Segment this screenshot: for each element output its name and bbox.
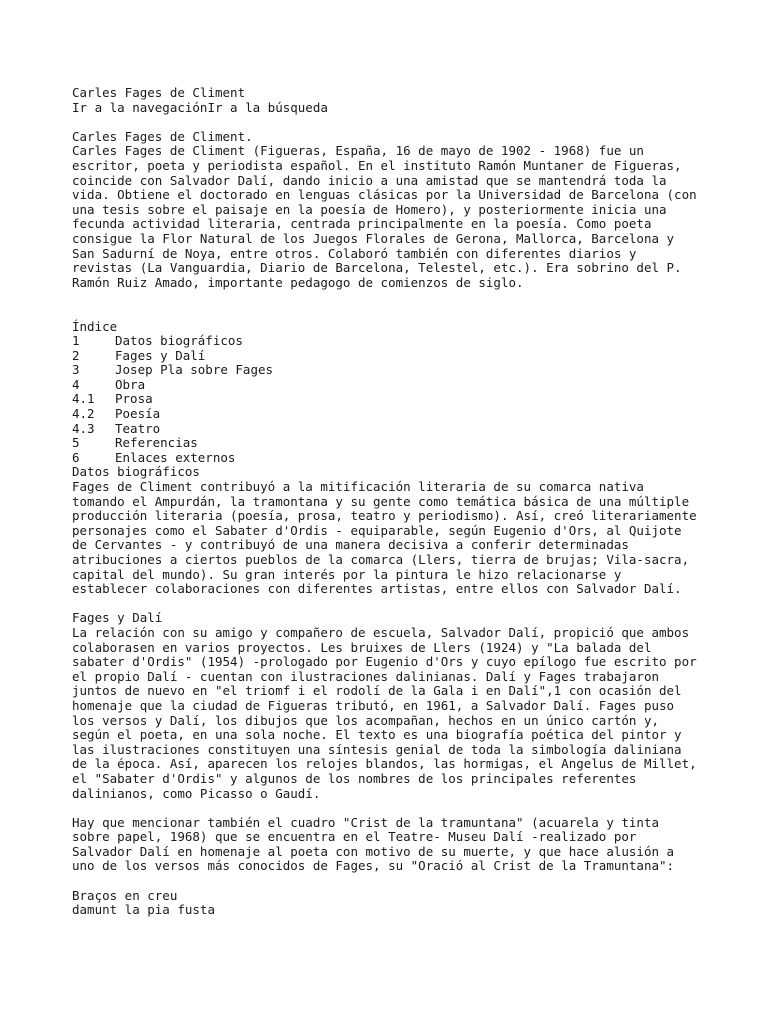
section-heading-datos: Datos biográficos [72, 464, 200, 480]
text-line: coincide con Salvador Dalí, dando inicio a una amistad que se mantendrá toda la [72, 172, 667, 188]
toc-item[interactable] [72, 378, 712, 393]
text-line: Salvador Dalí en homenaje al poeta con motivo de su muerte, y que hace alusión a [72, 843, 675, 859]
toc-number: 4.2 [72, 406, 95, 422]
verse-line: Braços en creu [72, 887, 178, 903]
spacer [72, 597, 712, 612]
intro-paragraph [72, 144, 712, 290]
text-line: de Cervantes - y contribuyó de una manera decisiva a conferir determinadas [72, 537, 629, 553]
toc-label: Fages y Dalí [115, 347, 206, 363]
toc-item[interactable] [72, 451, 712, 466]
text-line: Hay que mencionar también el cuadro "Crist de la tramuntana" (acuarela y tinta [72, 814, 659, 830]
text-line: fecunda actividad literaria, centrada principalmente en la poesía. Como poeta [72, 216, 652, 232]
text-line: producción literaria (poesía, prosa, teatro y periodismo). Así, creó literariamente [72, 508, 697, 524]
toc-number: 4 [72, 376, 80, 392]
text-line: vida. Obtiene el doctorado en lenguas clásicas por la Universidad de Barcelona (con [72, 187, 697, 203]
toc-label: Poesía [115, 406, 161, 422]
text-line: Ramón Ruiz Amado, importante pedagogo de comienzos de siglo. [72, 274, 524, 290]
text-line: revistas (La Vanguardia, Diario de Barcelona, Telestel, etc.). Era sobrino del P. [72, 260, 682, 276]
spacer [72, 874, 712, 889]
toc-number: 1 [72, 333, 80, 349]
text-line: uno de los versos más conocidos de Fages, su "Oració al Crist de la Tramuntana": [72, 858, 675, 874]
text-line: de la época. Así, aparecen los relojes blandos, las hormigas, el Angelus de Millet, [72, 756, 697, 772]
spacer [72, 305, 712, 320]
toc-label: Datos biográficos [115, 333, 243, 349]
spacer [72, 290, 712, 305]
text-line: homenaje que la ciudad de Figueras tributó, en 1961, a Salvador Dalí. Fages puso [72, 697, 675, 713]
text-line: personajes como el Sabater d'Ordis - equiparable, según Eugenio d'Ors, al Quijote [72, 522, 682, 538]
text-line: La relación con su amigo y compañero de escuela, Salvador Dalí, propició que ambos [72, 624, 690, 640]
toc-number: 2 [72, 347, 80, 363]
text-line: sabater d'Ordis" (1954) -prologado por Eugenio d'Ors y cuyo epílogo fue escrito por [72, 654, 697, 670]
toc-number: 6 [72, 449, 80, 465]
text-line: atribuciones a ciertos pueblos de la comarca (Llers, tierra de brujas; Vila-sacra, [72, 552, 690, 567]
crist-paragraph [72, 816, 712, 874]
toc-label: Teatro [115, 420, 161, 436]
text-line: el "Sabater d'Ordis" y algunos de los nombres de los principales referentes [72, 770, 637, 786]
toc-item[interactable] [72, 407, 712, 422]
datos-paragraph [72, 480, 712, 597]
document-title: Carles Fages de Climent [72, 85, 246, 100]
toc-number: 4.1 [72, 391, 95, 407]
toc-number: 3 [72, 362, 80, 378]
table-of-contents [72, 334, 712, 465]
text-line: San Sadurní de Noya, entre otros. Colaboró también con diferentes diarios y [72, 245, 637, 261]
text-line: colaborasen en varios proyectos. Les bruixes de Llers (1924) y "La balada del [72, 639, 652, 655]
text-line: sobre papel, 1968) que se encuentra en el Teatre- Museu Dalí -realizado por [72, 829, 637, 845]
text-line: Carles Fages de Climent (Figueras, España, 16 de mayo de 1902 - 1968) fue un [72, 143, 644, 159]
text-line: consigue la Flor Natural de los Juegos Florales de Gerona, Mallorca, Barcelona y [72, 230, 675, 246]
toc-item[interactable] [72, 363, 712, 378]
verse-block [72, 889, 712, 918]
text-line: según el poeta, en una sola noche. El texto es una biografía poética del pintor y [72, 727, 682, 743]
text-line: establecer colaboraciones con diferentes artistas, entre ellos con Salvador Dalí. [72, 581, 682, 597]
toc-number: 5 [72, 435, 80, 451]
fages-dali-paragraph [72, 626, 712, 801]
text-line: los versos y Dalí, los dibujos que los acompañan, hechos en un único cartón y, [72, 712, 659, 728]
toc-heading: Índice [72, 318, 118, 334]
text-line: Fages de Climent contribuyó a la mitificación literaria de su comarca nativa [72, 479, 644, 495]
text-line: dalinianos, como Picasso o Gaudí. [72, 785, 321, 801]
toc-label: Referencias [115, 435, 198, 451]
toc-item[interactable] [72, 436, 712, 451]
text-line: tomando el Ampurdán, la tramontana y su gente como temática básica de una múltiple [72, 493, 690, 509]
section-heading-fages-dali: Fages y Dalí [72, 610, 163, 626]
toc-label: Enlaces externos [115, 449, 236, 465]
toc-label: Prosa [115, 391, 153, 407]
text-line: las ilustraciones constituyen una síntesis genial de toda la simbología daliniana [72, 741, 682, 757]
toc-label: Josep Pla sobre Fages [115, 362, 274, 378]
toc-label: Obra [115, 376, 146, 392]
spacer [72, 801, 712, 816]
toc-item[interactable] [72, 392, 712, 407]
text-line: una tesis sobre el paisaje en la poesía de Homero), y posteriormente inicia una [72, 201, 667, 217]
toc-item[interactable] [72, 422, 712, 437]
text-line: el propio Dalí - cuentan con ilustraciones dalinianas. Dalí y Fages trabajaron [72, 668, 659, 684]
text-line: escritor, poeta y periodista español. En el instituto Ramón Muntaner de Figueras, [72, 157, 682, 173]
document-page [72, 86, 712, 918]
image-caption: Carles Fages de Climent. [72, 128, 253, 144]
toc-number: 4.3 [72, 420, 95, 436]
navigation-links[interactable]: Ir a la navegaciónIr a la búsqueda [72, 99, 328, 115]
text-line: capital del mundo). Su gran interés por la pintura le hizo relacionarse y [72, 566, 622, 582]
toc-item[interactable] [72, 349, 712, 364]
text-line: juntos de nuevo en "el triomf i el rodolí de la Gala i en Dalí",1 con ocasión del [72, 683, 682, 699]
spacer [72, 115, 712, 130]
toc-item[interactable] [72, 334, 712, 349]
verse-line: damunt la pia fusta [72, 902, 215, 918]
